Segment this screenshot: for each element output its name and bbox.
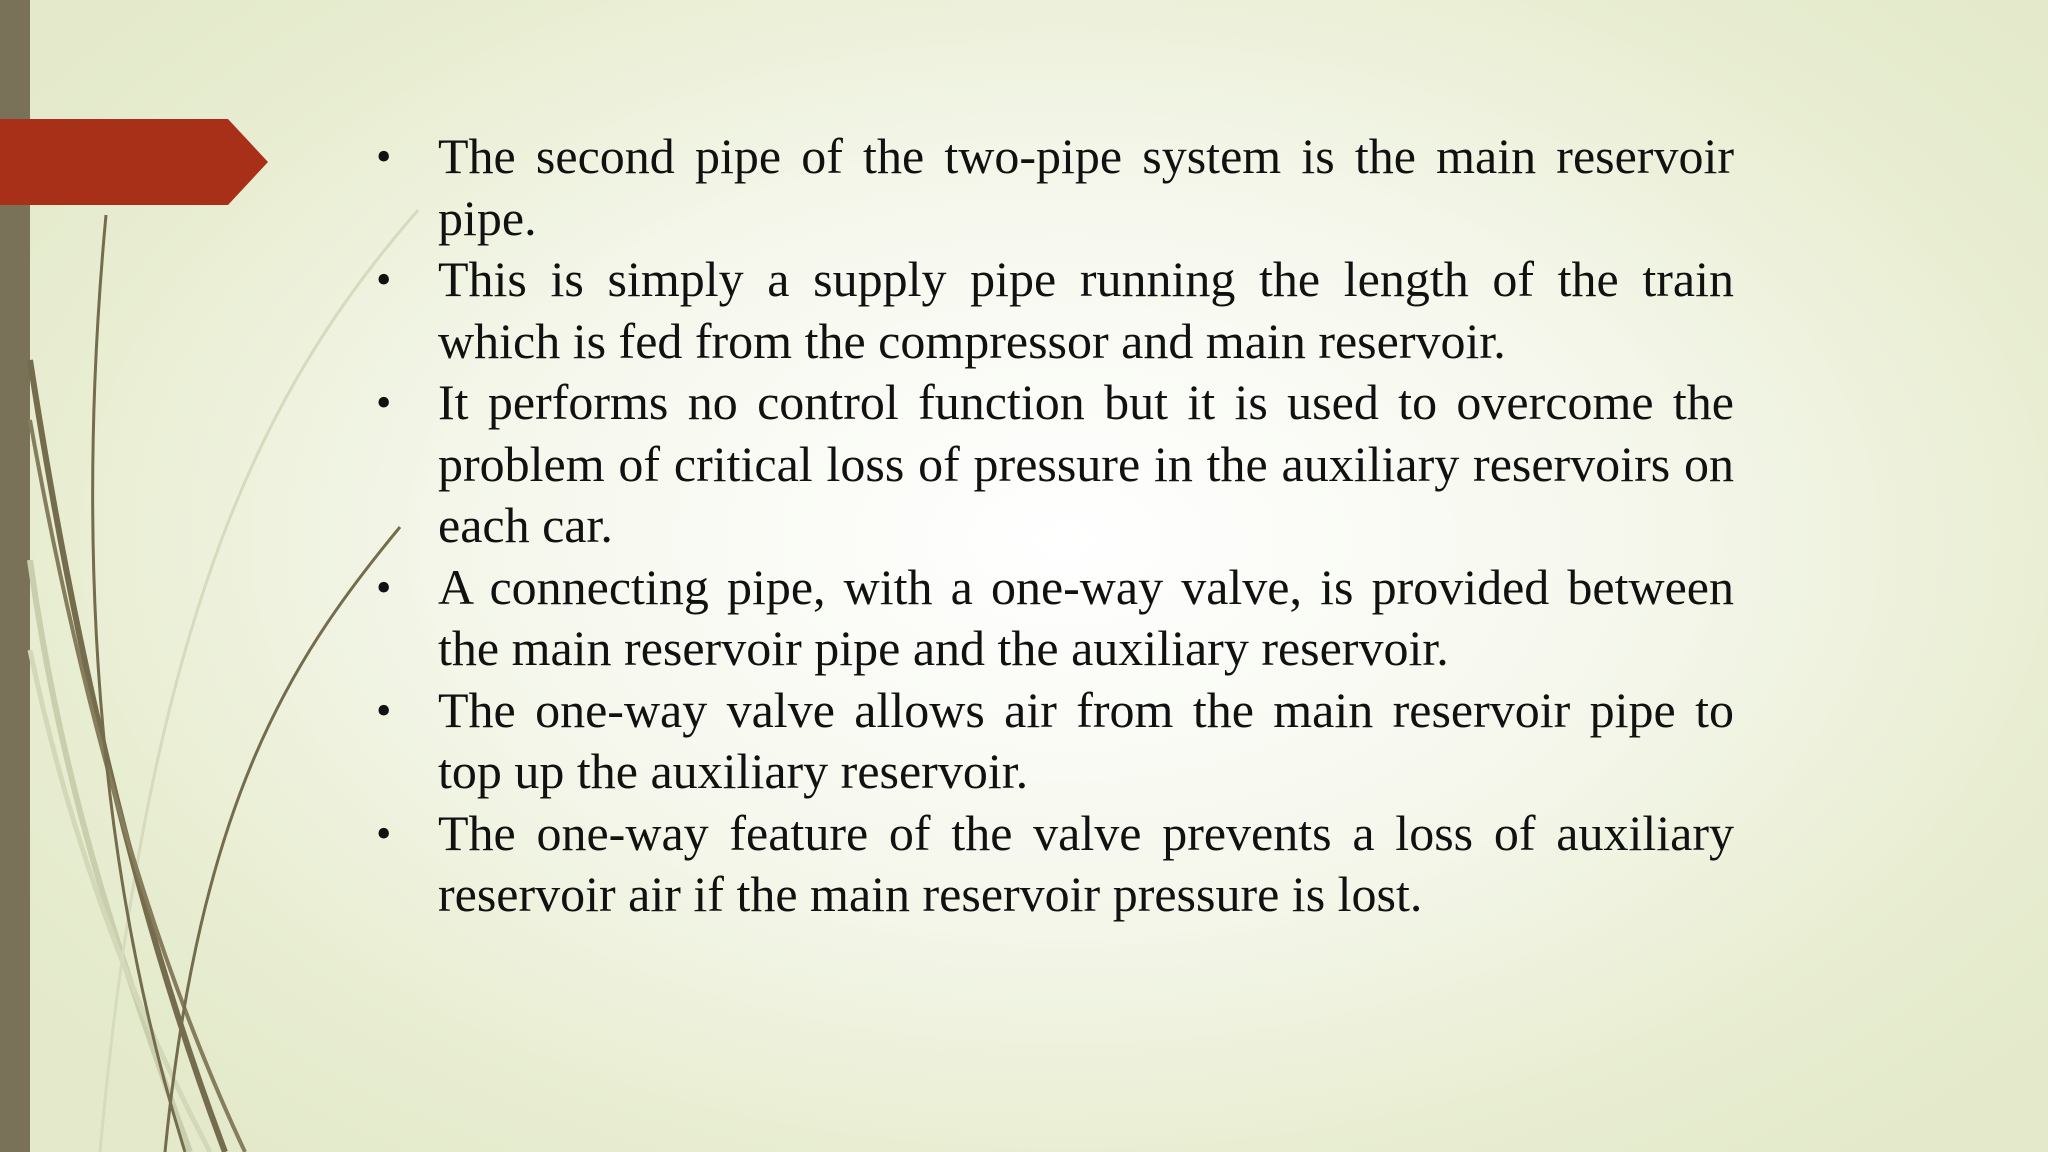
bullet-text: A connecting pipe, with a one-way valve, is provided between the main reservoir pipe and the auxiliary reservoir. [438,558,1734,676]
bullet-item [370,680,1734,803]
bullet-item [370,372,1734,557]
bullet-item [370,249,1734,372]
bullet-text: This is simply a supply pipe running the length of the train which is fed from the compressor and main reservoir. [438,251,1734,369]
bullet-text: The one-way valve allows air from the main reservoir pipe to top up the auxiliary reservoir. [438,681,1734,799]
bullet-marker: • [376,378,392,427]
title-arrow-tab [0,119,270,205]
bullet-text: The second pipe of the two-pipe system is the main reservoir pipe. [438,128,1734,246]
bullet-marker: • [376,132,392,181]
bullet-marker: • [376,808,392,858]
bullet-text: The one-way feature of the valve prevents a loss of auxiliary reservoir air if the main reservoir pressure is lost. [438,804,1734,922]
bullet-list [370,126,1734,926]
bullet-marker: • [376,685,392,735]
bullet-item [370,803,1734,926]
bullet-marker: • [376,562,392,612]
bullet-marker: • [376,255,392,304]
bullet-item [370,126,1734,249]
bullet-content [370,126,1734,926]
bullet-text: It performs no control function but it is used to overcome the problem of critical loss of pressure in the auxiliary reservoirs on each car. [438,374,1734,553]
bullet-item [370,557,1734,680]
